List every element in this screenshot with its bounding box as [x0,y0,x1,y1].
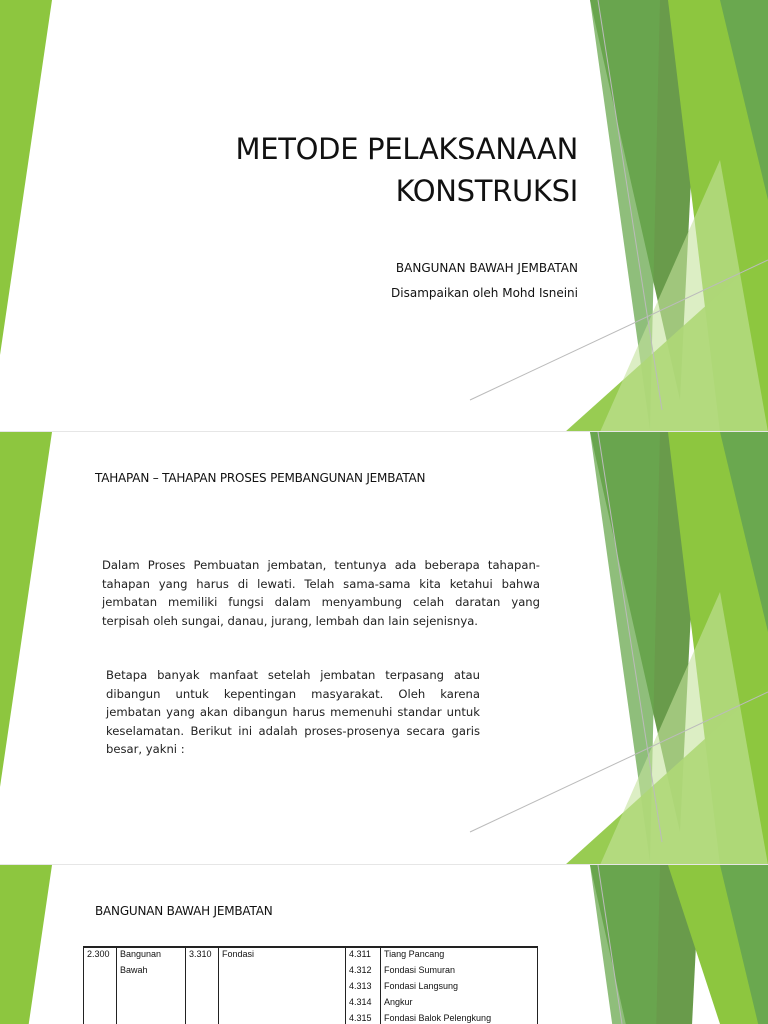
table-cell: 4.315 [346,1012,381,1024]
table-cell: Fondasi [219,947,346,964]
table-cell [186,964,219,980]
slide-subtitle: BANGUNAN BAWAH JEMBATAN [395,261,578,275]
table-cell: 2.300 [84,947,117,964]
table-cell: 4.313 [346,980,381,996]
table-cell [84,980,117,996]
slide-stages [0,432,768,865]
presenter-line: Disampaikan oleh Mohd Isneini [391,286,578,300]
table-cell [84,1012,117,1024]
slide-title [0,0,768,432]
table-cell: Angkur [381,996,538,1012]
table-cell: Bawah [117,964,186,980]
paragraph-intro: Dalam Proses Pembuatan jembatan, tentunya ada beberapa tahapan-tahapan yang harus di lewati. Telah sama-sama kita ketahui bahwa jembatan memiliki fungsi dalam menyambung celah daratan yang terpisah oleh sungai, danau, jurang, lembah dan lain sejenisnya. [102,558,540,628]
table-cell: Fondasi Sumuran [381,964,538,980]
paragraph-benefits: Betapa banyak manfaat setelah jembatan terpasang atau dibangun untuk kepentingan masyarakat. Oleh karena jembatan yang akan dibangun harus memenuhi standar untuk keselamatan. Berikut ini adalah proses-prosenya secara garis besar, yakni : [106,668,480,756]
table-cell: 4.312 [346,964,381,980]
table-cell [117,980,186,996]
table-cell [219,980,346,996]
table-row [84,1012,538,1024]
table-cell [219,964,346,980]
green-decoration [0,432,768,865]
table-cell [186,980,219,996]
table-cell [117,996,186,1012]
table-cell [84,964,117,980]
table-cell: Bangunan [117,947,186,964]
table-row [84,980,538,996]
left-green-triangle [0,0,52,355]
green-decoration [0,0,768,432]
table-cell [117,1012,186,1024]
mid-green-shape [590,865,660,1024]
table-row [84,947,538,964]
table-cell: 3.310 [186,947,219,964]
section-heading: BANGUNAN BAWAH JEMBATAN [95,904,273,918]
slide-title-text: METODE PELAKSANAAN KONSTRUKSI [235,132,578,208]
table-row [84,996,538,1012]
slide-substructure [0,865,768,1024]
substructure-table [83,946,538,1024]
section-heading: TAHAPAN – TAHAPAN PROSES PEMBANGUNAN JEMBATAN [95,471,426,485]
table-cell: 4.311 [346,947,381,964]
table-cell [186,1012,219,1024]
table-cell [186,996,219,1012]
table-cell: Fondasi Balok Pelengkung [381,1012,538,1024]
left-green-triangle [0,865,52,1024]
table-cell [84,996,117,1012]
table-row [84,964,538,980]
table-cell: 4.314 [346,996,381,1012]
table-cell: Tiang Pancang [381,947,538,964]
left-green-triangle [0,432,52,787]
table-cell [219,1012,346,1024]
table-cell [219,996,346,1012]
table-cell: Fondasi Langsung [381,980,538,996]
